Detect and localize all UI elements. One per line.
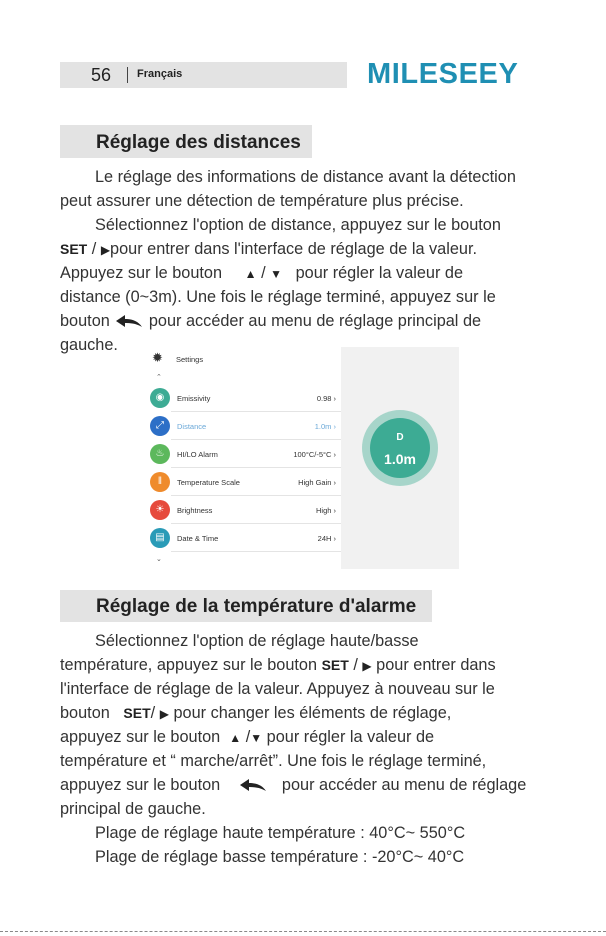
back-arrow-icon (114, 314, 144, 328)
text-line: Plage de réglage haute température : 40°C~ 550°C (95, 824, 466, 842)
language-label: Français (137, 68, 183, 80)
emissivity-icon: ◉ (150, 388, 170, 408)
right-arrow-icon: ▶ (100, 243, 111, 257)
up-arrow-icon: ▲ (244, 267, 257, 281)
settings-row-brightness: ☀ Brightness High › (145, 496, 341, 524)
text-line: SET / ▶pour entrer dans l'interface de réglage de la valeur. (60, 240, 478, 258)
alarm-icon: ♨ (150, 444, 170, 464)
down-arrow-icon: ▼ (250, 731, 263, 745)
text-line: appuyez sur le bouton ▲ /▼ pour régler la valeur de (60, 728, 435, 746)
text-line: l'interface de réglage de la valeur. Appuyez à nouveau sur le (60, 680, 495, 698)
right-arrow-icon: ▶ (362, 659, 372, 673)
text-line: bouton pour accéder au menu de réglage principal de (60, 312, 482, 330)
down-arrow-icon: ▼ (270, 267, 283, 281)
text-line: température et “ marche/arrêt”. Une fois le réglage terminé, (60, 752, 487, 770)
calendar-icon: ▤ (150, 528, 170, 548)
page-number: 56 (91, 65, 112, 85)
text-line: distance (0~3m). Une fois le réglage terminé, appuyez sur le (60, 288, 496, 306)
chevron-down-icon: ⌄ (156, 556, 162, 563)
text-line: gauche. (60, 336, 118, 354)
text-line: Plage de réglage basse température : -20°C~ 40°C (95, 848, 465, 866)
section-title-distance: Réglage des distances (96, 132, 301, 153)
text-line: Appuyez sur le bouton ▲ / ▼ pour régler la valeur de (60, 264, 464, 282)
section-title-alarm: Réglage de la température d'alarme (96, 596, 417, 617)
text-line: Sélectionnez l'option de réglage haute/basse (95, 632, 419, 650)
value-disc (370, 418, 430, 478)
gear-icon: ✹ (152, 350, 163, 365)
settings-menu (145, 347, 341, 569)
up-arrow-icon: ▲ (229, 731, 242, 745)
brightness-icon: ☀ (150, 500, 170, 520)
distance-icon: ⤢ (150, 416, 170, 436)
distance-panel-label: D (396, 432, 404, 443)
chevron-up-icon: ⌃ (156, 374, 162, 381)
device-settings-screenshot (145, 347, 459, 569)
set-button-label: SET (321, 657, 349, 673)
header-divider (127, 67, 128, 83)
text-line: peut assurer une détection de température plus précise. (60, 192, 464, 210)
settings-row-distance: ⤢ Distance 1.0m › (145, 412, 341, 440)
set-button-label: SET (60, 241, 88, 257)
text-line: Sélectionnez l'option de distance, appuyez sur le bouton (95, 216, 501, 234)
right-arrow-icon: ▶ (159, 707, 169, 721)
page-bottom-border (0, 931, 606, 932)
set-button-label: SET (123, 705, 151, 721)
text-line: principal de gauche. (60, 800, 206, 818)
settings-row-temperature-scale: ‖ Temperature Scale High Gain › (145, 468, 341, 496)
text-line: Le réglage des informations de distance avant la détection (95, 168, 516, 186)
settings-row-date-time: ▤ Date & Time 24H › (145, 524, 341, 552)
thermometer-icon: ‖ (150, 472, 170, 492)
text-line: température, appuyez sur le bouton SET / ▶ pour entrer dans (60, 656, 496, 674)
text-line: appuyez sur le bouton pour accéder au menu de réglage (60, 776, 527, 794)
distance-panel-value: 1.0m (384, 451, 416, 467)
settings-title: Settings (176, 355, 204, 364)
text-line: bouton SET/ ▶ pour changer les éléments de réglage, (60, 704, 452, 722)
back-arrow-icon (238, 778, 268, 792)
brand-logo: MILESEEY (367, 58, 519, 90)
settings-row-alarm: ♨ HI/LO Alarm 100°C/-5°C › (145, 440, 341, 468)
settings-row-emissivity: ◉ Emissivity 0.98 › (145, 384, 341, 412)
